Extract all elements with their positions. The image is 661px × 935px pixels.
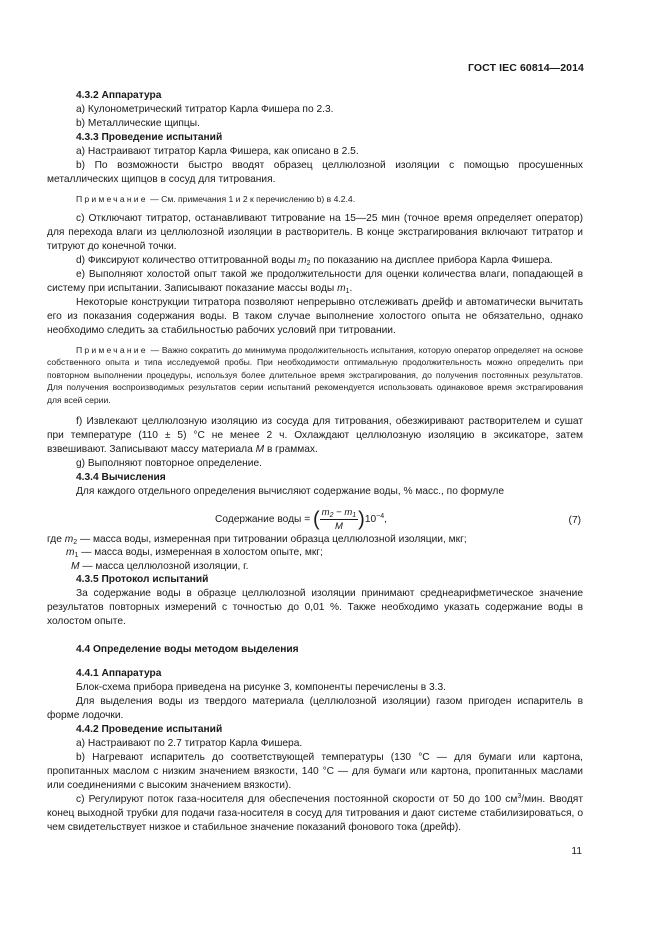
page-number: 11	[571, 846, 582, 857]
formula-paren-open: (	[312, 508, 320, 531]
heading-4-3-2: 4.3.2 Аппаратура	[76, 90, 162, 101]
item-4-3-3-e	[47, 268, 583, 296]
where-m1	[47, 546, 583, 560]
formula-numerator	[320, 507, 359, 520]
note-2-text: — Важно сократить до минимума продолжительность испытания, которую оператор определяет на основе собственного опыта и типа исследуемой пробы. При необходимости оптимальную продолжительность можно определить при повторном выполнении процедуры, используя более длительное время экстрагирования, до получения постоянных результатов. Для получения воспроизводимых результатов серии испытаний рекомендуется использовать одинаковое время экстрагирования для всей серии.	[47, 344, 583, 405]
note-2-label: Примечание	[76, 344, 148, 355]
formula-denominator: M	[334, 520, 343, 532]
heading-4-4-1: 4.4.1 Аппаратура	[76, 668, 162, 680]
apparatus-p1: Блок-схема прибора приведена на рисунке 3, компоненты перечислены в 3.3.	[76, 682, 447, 694]
item-4-3-3-f	[47, 415, 583, 457]
apparatus-p2: Для выделения воды из твердого материала (целлюлозной изоляции) газом пригоден испаритель в форме лодочки.	[47, 696, 583, 722]
item-4-3-3-g: g) Выполняют повторное определение.	[76, 457, 262, 469]
item-d-var: m	[298, 254, 307, 266]
item-d-sub: 2	[306, 259, 311, 267]
heading-4-4: 4.4 Определение воды методом выделения	[76, 644, 299, 656]
formula-paren-close: )	[358, 508, 365, 531]
item-e-sub: 1	[345, 287, 350, 295]
item-f-post: в граммах.	[264, 443, 318, 455]
item-4-3-3-d	[47, 254, 583, 268]
item-4-4-2-c	[47, 793, 583, 835]
item-4-4-2-a: a) Настраивают по 2.7 титратор Карла Фишера.	[76, 738, 303, 750]
heading-4-4-2: 4.4.2 Проведение испытаний	[76, 724, 223, 736]
item-d-text: d) Фиксируют количество оттитрованной воды	[76, 254, 299, 266]
paragraph-drift: Некоторые конструкции титратора позволяют непрерывно отслеживать дрейф и автоматически вычитать его из показания содержания воды. В таком случае выполнение холостого опыта не обязательно, однако необходимо следить за стабильностью рабочих условий при титровании.	[47, 296, 583, 336]
item-4-3-2-b: b) Металлические щипцы.	[76, 118, 200, 129]
item-f-var: M	[255, 443, 265, 455]
where-m1-text: $m_1$ — масса воды, измеренная в холостом опыте, мкг;	[66, 547, 323, 560]
calc-intro: Для каждого отдельного определения вычисляют содержание воды, % масс., по формуле	[76, 485, 505, 497]
item-4-3-2-a: a) Кулонометрический титратор Карла Фишера по 2.3.	[76, 104, 334, 115]
item-c-post: /мин. Вводят конец выходной трубки для подачи газа-носителя в сосуд для титрования и дают системе стабилизироваться, о чем свидетельствует низкое и стабильное значение показаний фонового тока (дрейф).	[47, 794, 583, 834]
formula-exponent: −4	[376, 512, 385, 520]
item-e-text: e) Выполняют холостой опыт такой же продолжительности для оценки количества влаги, попадающей в систему при испытании. Записывают показание массы воды	[47, 268, 583, 294]
item-4-3-3-b: b) По возможности быстро вводят образец целлюлозной изоляции с помощью просушенных металлических щипцов в сосуд для титрования.	[47, 160, 583, 185]
where-m2-text: $m_2$ — масса воды, измеренная при титровании образца целлюлозной изоляции, мкг;	[64, 533, 467, 546]
note-1-label: Примечание	[76, 194, 148, 204]
where-M-text: M — масса целлюлозной изоляции, г.	[71, 560, 249, 572]
formula-tail: ,	[384, 513, 387, 525]
where-prefix: где	[47, 533, 65, 545]
formula-factor: 10	[364, 513, 377, 525]
item-4-3-3-c: c) Отключают титратор, останавливают титрование на 15—25 мин (точное время определяет оператор) для перехода влаги из целлюлозной изоляции в растворитель. В конце экстрагирования включают титратор и титруют до конечной точки.	[47, 212, 583, 252]
note-1	[47, 193, 583, 206]
item-c-text: c) Регулируют поток газа-носителя для обеспечения постоянной скорости от 50 до 100 см	[76, 794, 518, 806]
document-header: ГОСТ IEC 60814—2014	[467, 62, 584, 74]
where-M	[47, 560, 583, 574]
formula-numerator-text: $m_2 - m_1$	[321, 506, 357, 519]
formula-label: Cодержание воды =	[215, 513, 313, 525]
where-m2	[47, 533, 583, 547]
page-content	[47, 89, 583, 835]
formula	[215, 507, 387, 532]
note-2	[47, 344, 583, 407]
heading-4-3-4: 4.3.4 Вычисления	[76, 471, 166, 483]
item-e-post: .	[349, 282, 353, 294]
item-d-post: по показанию на дисплее прибора Карла Фишера.	[310, 254, 553, 266]
note-1-text: — См. примечания 1 и 2 к перечислению b) в 4.2.4.	[147, 194, 356, 204]
item-4-3-3-a: a) Настраивают титратор Карла Фишера, как описано в 2.5.	[76, 146, 359, 157]
heading-4-3-5: 4.3.5 Протокол испытаний	[76, 574, 209, 586]
formula-fraction	[320, 507, 359, 532]
item-f-text: f) Извлекают целлюлозную изоляцию из сосуда для титрования, обезжиривают растворителем и сушат при температуре (110 ± 5) °C не менее 2 ч. Охлаждают целлюлозную изоляцию в эксикаторе, затем взвешивают. Записывают массу материала	[47, 415, 583, 455]
formula-number: (7)	[568, 514, 581, 526]
item-c-sup: 3	[517, 793, 522, 801]
item-4-4-2-b: b) Нагревают испаритель до соответствующей температуры (130 °C — для бумаги или картона, пропитанных маслом с низким значением вязкости, 140 °C — для бумаги или картона, пропитанных маслами или соединениями с высоким значением вязкости).	[47, 752, 583, 792]
heading-4-3-3: 4.3.3 Проведение испытаний	[76, 132, 223, 143]
formula-row	[47, 503, 583, 533]
protocol-paragraph: За содержание воды в образце целлюлозной изоляции принимают среднеарифметическое значение результатов повторных измерений с точностью до 0,01 %. Также необходимо указать содержание воды в холостом опыте.	[47, 588, 583, 628]
item-e-var: m	[337, 282, 346, 294]
